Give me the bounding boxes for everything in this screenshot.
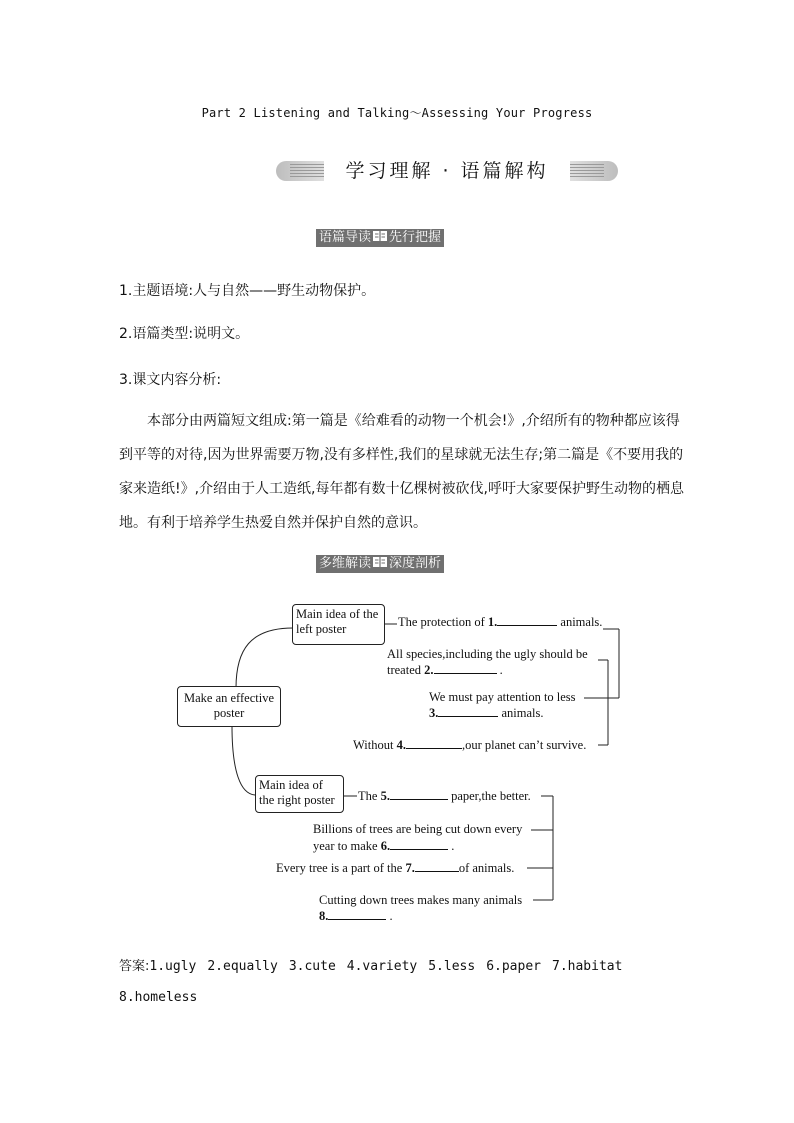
left-point-3-line1: We must pay attention to less — [429, 690, 576, 704]
tag-right-text: 深度剖析 — [389, 556, 442, 571]
left-point-4: Without 4. ,our planet can’t survive. — [353, 738, 587, 752]
answer-item: 7.habitat — [552, 959, 623, 974]
tag-right-text: 先行把握 — [389, 230, 442, 245]
left-poster-box: Main idea of the left poster — [292, 604, 385, 645]
center-box-effective-poster: Make an effective poster — [177, 686, 281, 727]
right-poster-box: Main idea of the right poster — [255, 775, 344, 813]
answer-item: 4.variety — [346, 959, 418, 974]
blank-2 — [434, 662, 497, 674]
right-point-6-line2: year to make 6. . — [313, 839, 455, 853]
blank-3 — [438, 705, 498, 717]
answer-line-1 — [119, 951, 699, 982]
left-point-1: The protection of 1. animals. — [398, 615, 603, 629]
answer-line-2: 8.homeless — [119, 990, 198, 1005]
answer-item: 5.less — [428, 959, 476, 974]
answer-item: 3.cute — [288, 959, 336, 974]
blank-4 — [406, 737, 462, 749]
blank-7 — [415, 860, 459, 872]
analysis-paragraph: 本部分由两篇短文组成:第一篇是《给难看的动物一个机会!》,介绍所有的物种都应该得到平等的对待,因为世界需要万物,没有多样性,我们的星球就无法生存;第二篇是《不要用我的家来造纸!》,介绍由于人工造纸,每年都有数十亿棵树被砍伐,呼吁大家要保护野生动物的栖息地。有利于培养学生热爱自然并保护自然的意识。 — [119, 413, 684, 531]
answer-item: 6.paper — [486, 959, 541, 974]
answer-item: 1.ugly — [149, 959, 197, 974]
list-item-analysis: 3.课文内容分析: — [119, 372, 222, 388]
right-point-6-line1: Billions of trees are being cut down every — [313, 822, 523, 836]
left-point-2-line1: All species,including the ugly should be — [387, 647, 588, 661]
right-point-8-line2: 8. . — [319, 909, 393, 923]
answer-label: 答案: — [119, 959, 150, 974]
blank-6 — [390, 838, 448, 850]
right-point-5: The 5. paper,the better. — [358, 789, 531, 803]
blank-5 — [390, 788, 448, 800]
page-header-title: Part 2 Listening and Talking～Assessing Your Progress — [201, 106, 593, 120]
list-item-genre: 2.语篇类型:说明文。 — [119, 326, 250, 342]
banner-label: 学习理解 · 语篇解构 — [324, 158, 570, 184]
right-point-8-line1: Cutting down trees makes many animals — [319, 893, 523, 907]
left-point-2-line2: treated 2. . — [387, 663, 503, 677]
answer-item: 2.equally — [207, 959, 278, 974]
right-point-7: Every tree is a part of the 7. of animals. — [276, 861, 515, 875]
left-point-3-line2: 3. animals. — [429, 706, 544, 720]
tag-left-text: 语篇导读 — [319, 230, 372, 245]
tag-left-text: 多维解读 — [319, 556, 372, 571]
list-item-topic: 1.主题语境:人与自然——野生动物保护。 — [119, 283, 376, 299]
blank-8 — [328, 908, 386, 920]
blank-1 — [497, 614, 557, 626]
answer-key — [119, 951, 699, 1013]
